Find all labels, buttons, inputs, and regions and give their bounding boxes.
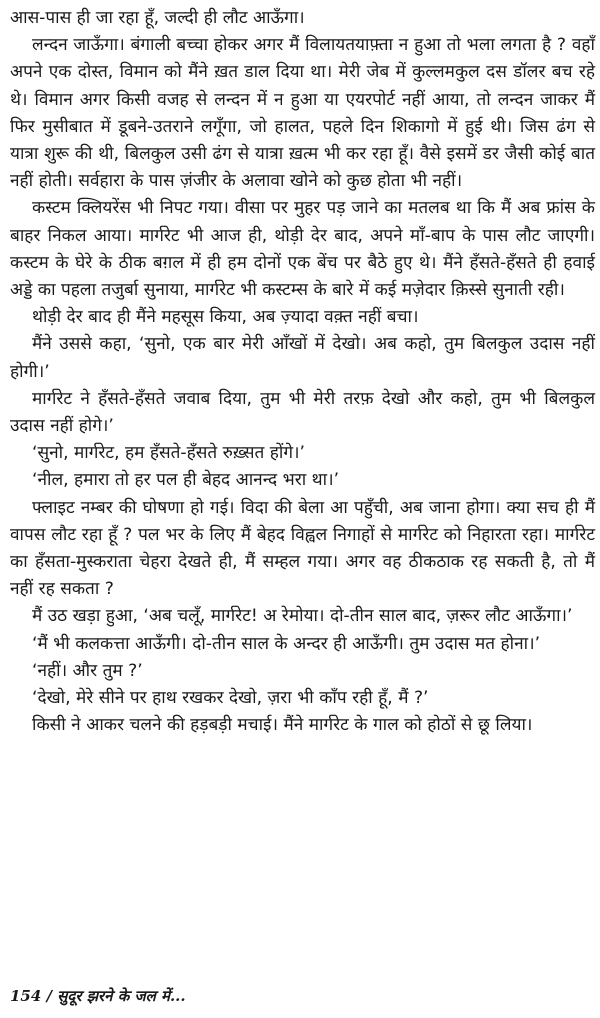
paragraph-2: लन्दन जाऊँगा। बंगाली बच्चा होकर अगर मैं विलायतयाफ़्ता न हुआ तो भला लगता है ? वहाँ अपने एक दोस्त, विमान को मैंने ख़त डाल दिया था। मेरी जेब में कुल्लमकुल दस डॉलर बच रहे थे। विमान अगर किसी वजह से लन्दन में न हुआ या एयरपोर्ट नहीं आया, तो लन्दन जाकर मैं फिर मुसीबात में डूबने-उतराने लगूँगा, जो हालत, पहले दिन शिकागो में हुई थी। जिस ढंग से यात्रा शुरू की थी, बिलकुल उसी ढंग से यात्रा ख़त्म भी कर रहा हूँ। वैसे इसमें डर जैसी कोई बात नहीं होती। सर्वहारा के पास ज़ंजीर के अलावा खोने को कुछ होता भी नहीं। [10,35,595,192]
paragraph-10: मैं उठ खड़ा हुआ, ‘अब चलूँ, मार्गरेट! अ रेमोया। दो-तीन साल बाद, ज़रूर लौट आऊँगा।’ [32,606,573,627]
paragraph-7: ‘सुनो, मार्गरेट, हम हँसते-हँसते रुख़्सत होंगे।’ [32,443,306,464]
page-footer: 154 / सुदूर झरने के जल में... [10,987,186,1005]
paragraph-5: मैंने उससे कहा, ‘सुनो, एक बार मेरी आँखों में देखो। अब कहो, तुम बिलकुल उदास नहीं होगी।’ [10,334,595,382]
paragraph-12: ‘नहीं। और तुम ?’ [32,660,143,681]
paragraph-9: फ्लाइट नम्बर की घोषणा हो गई। विदा की बेला आ पहुँची, अब जाना होगा। क्या सच ही मैं वापस लौट रहा हूँ ? पल भर के लिए मैं बेहद विह्वल निगाहों से मार्गरेट को निहारता रहा। मार्गरेट का हँसता-मुस्कराता चेहरा देखते ही, मैं सम्हल गया। अगर वह ठीकठाक रह सकती है, तो मैं नहीं रह सकता ? [10,497,595,600]
paragraph-6: मार्गरेट ने हँसते-हँसते जवाब दिया, तुम भी मेरी तरफ़ देखो और कहो, तुम भी बिलकुल उदास नहीं होगे।’ [10,388,595,437]
paragraph-3: कस्टम क्लियरेंस भी निपट गया। वीसा पर मुहर पड़ जाने का मतलब था कि मैं अब फ्रांस के बाहर निकल आया। मार्गरेट भी आज ही, थोड़ी देर बाद, अपने माँ-बाप के पास लौट जाएगी। कस्टम के घेरे के ठीक बग़ल में ही हम दोनों एक बेंच पर बैठे हुए थे। मैंने हँसते-हँसते ही हवाई अड्डे का पहला तजुर्बा सुनाया, मार्गरेट भी कस्टम्स के बारे में कई मज़ेदार क़िस्से सुनाती रही। [10,198,595,301]
paragraph-13: ‘देखो, मेरे सीने पर हाथ रखकर देखो, ज़रा भी काँप रही हूँ, मैं ?’ [32,688,429,709]
paragraph-1: आस-पास ही जा रहा हूँ, जल्दी ही लौट आऊँगा। [10,8,305,28]
paragraph-14: किसी ने आकर चलने की हड़बड़ी मचाई। मैंने मार्गरेट के गाल को होठों से छू लिया। [32,715,533,736]
page-body [10,5,595,739]
paragraph-11: ‘मैं भी कलकत्ता आऊँगी। दो-तीन साल के अन्दर ही आऊँगी। तुम उदास मत होना।’ [32,633,541,654]
paragraph-8: ‘नील, हमारा तो हर पल ही बेहद आनन्द भरा था।’ [32,470,340,491]
paragraph-4: थोड़ी देर बाद ही मैंने महसूस किया, अब ज़्यादा वक़्त नहीं बचा। [32,307,419,328]
